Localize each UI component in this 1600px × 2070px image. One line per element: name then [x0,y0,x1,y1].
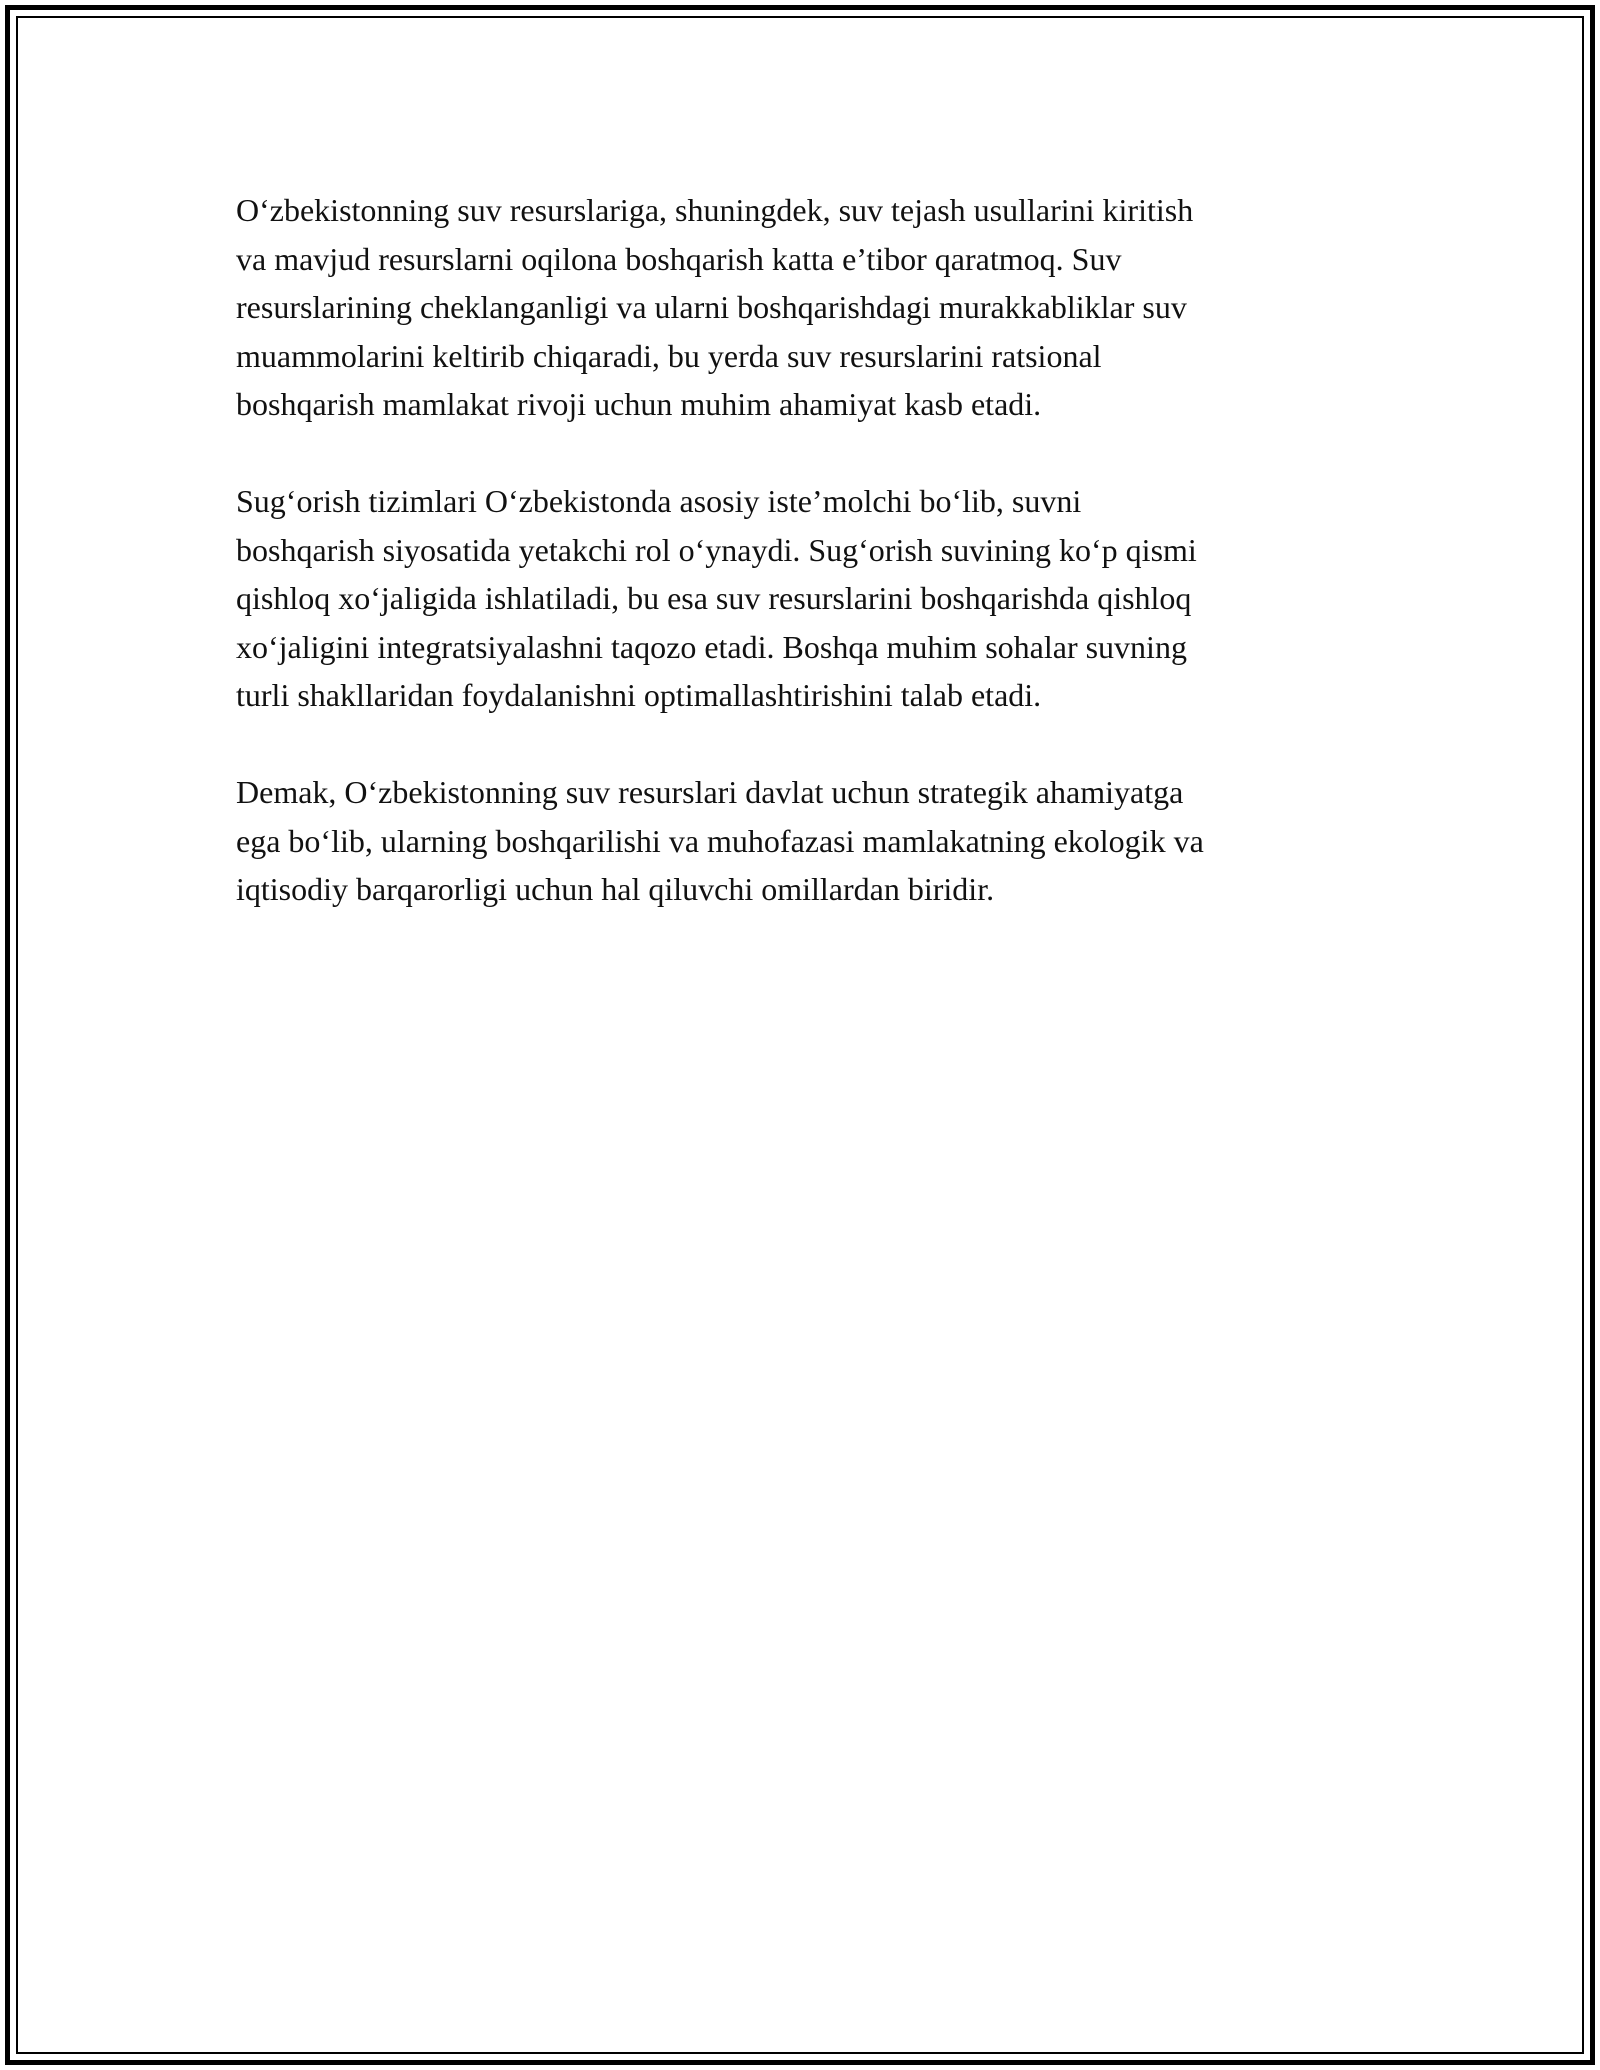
document-body [236,186,1366,962]
paragraph-1 [236,186,1366,429]
text-line: turli shakllaridan foydalanishni optimallashtirishini talab etadi. [236,677,1042,713]
text-line: va mavjud resurslarni oqilona boshqarish katta e’tibor qaratmoq. Suv [236,240,1122,277]
paragraph-3 [236,768,1366,914]
text-line: ega bo‘lib, ularning boshqarilishi va muhofazasi mamlakatning ekologik va [236,822,1204,859]
text-line: xo‘jaligini integratsiyalashni taqozo etadi. Boshqa muhim sohalar suvning [236,628,1187,665]
text-line: iqtisodiy barqarorligi uchun hal qiluvchi omillardan biridir. [236,871,995,907]
text-line: O‘zbekistonning suv resurslariga, shuningdek, suv tejash usullarini kiritish [236,192,1194,228]
text-line: Demak, O‘zbekistonning suv resurslari davlat uchun strategik ahamiyatga [236,774,1184,810]
text-line: muammolarini keltirib chiqaradi, bu yerda suv resurslarini ratsional [236,337,1102,374]
text-line: Sug‘orish tizimlari O‘zbekistonda asosiy iste’molchi bo‘lib, suvni [236,483,1082,519]
text-line: boshqarish siyosatida yetakchi rol o‘ynaydi. Sug‘orish suvining ko‘p qismi [236,531,1197,568]
text-line: resurslarining cheklanganligi va ularni boshqarishdagi murakkabliklar suv [236,289,1187,325]
paragraph-2 [236,477,1366,720]
text-line: boshqarish mamlakat rivoji uchun muhim ahamiyat kasb etadi. [236,386,1042,422]
text-line: qishloq xo‘jaligida ishlatiladi, bu esa suv resurslarini boshqarishda qishloq [236,580,1192,616]
